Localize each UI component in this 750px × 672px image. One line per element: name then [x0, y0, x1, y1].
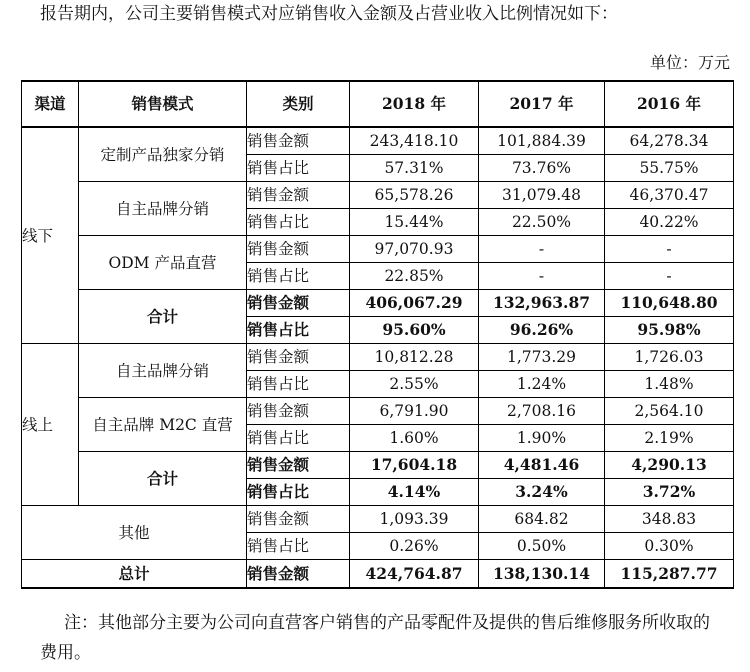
value-cell: 138,130.14	[479, 560, 605, 589]
value-cell: 96.26%	[479, 317, 605, 344]
table-row	[22, 127, 734, 155]
value-cell: 57.31%	[350, 155, 479, 182]
value-cell: 1,773.29	[479, 344, 605, 371]
other-label: 其他	[22, 506, 247, 560]
value-cell: 406,067.29	[350, 290, 479, 317]
value-cell: 6,791.90	[350, 398, 479, 425]
value-cell: 65,578.26	[350, 182, 479, 209]
value-cell: 2,708.16	[479, 398, 605, 425]
category-cell: 销售金额	[247, 290, 350, 317]
value-cell: 1,093.39	[350, 506, 479, 533]
value-cell: 2.55%	[350, 371, 479, 398]
value-cell: 4,290.13	[605, 452, 734, 479]
value-cell: 2.19%	[605, 425, 734, 452]
value-cell: 4,481.46	[479, 452, 605, 479]
subtotal-row	[22, 290, 734, 317]
value-cell: 348.83	[605, 506, 734, 533]
value-cell: 17,604.18	[350, 452, 479, 479]
category-cell: 销售占比	[247, 479, 350, 506]
category-cell: 销售占比	[247, 155, 350, 182]
value-cell: 1.60%	[350, 425, 479, 452]
value-cell: 101,884.39	[479, 127, 605, 155]
value-cell: 110,648.80	[605, 290, 734, 317]
header-category: 类别	[247, 81, 350, 127]
value-cell: 40.22%	[605, 209, 734, 236]
value-cell: 684.82	[479, 506, 605, 533]
value-cell: 1.90%	[479, 425, 605, 452]
table-row	[22, 236, 734, 263]
value-cell: 424,764.87	[350, 560, 479, 589]
category-cell: 销售占比	[247, 263, 350, 290]
header-2017: 2017 年	[479, 81, 605, 127]
subtotal-row	[22, 452, 734, 479]
value-cell: 95.60%	[350, 317, 479, 344]
category-cell: 销售金额	[247, 398, 350, 425]
value-cell: 1,726.03	[605, 344, 734, 371]
table-row	[22, 182, 734, 209]
header-mode: 销售模式	[79, 81, 247, 127]
value-cell: -	[479, 236, 605, 263]
footnote: 注：其他部分主要为公司向直营客户销售的产品零配件及提供的售后维修服务所收取的费用。	[40, 613, 710, 663]
category-cell: 销售占比	[247, 533, 350, 560]
value-cell: 1.24%	[479, 371, 605, 398]
mode-cell: 自主品牌分销	[79, 182, 247, 236]
value-cell: 3.24%	[479, 479, 605, 506]
value-cell: 0.30%	[605, 533, 734, 560]
intro-text: 报告期内，公司主要销售模式对应销售收入金额及占营业收入比例情况如下：	[40, 4, 618, 24]
value-cell: 15.44%	[350, 209, 479, 236]
table-row	[22, 344, 734, 371]
subtotal-label: 合计	[79, 290, 247, 344]
value-cell: 46,370.47	[605, 182, 734, 209]
mode-cell: 自主品牌 M2C 直营	[79, 398, 247, 452]
subtotal-label: 合计	[79, 452, 247, 506]
mode-cell: 定制产品独家分销	[79, 127, 247, 182]
category-cell: 销售金额	[247, 506, 350, 533]
category-cell: 销售金额	[247, 344, 350, 371]
value-cell: 64,278.34	[605, 127, 734, 155]
category-cell: 销售占比	[247, 371, 350, 398]
value-cell: 115,287.77	[605, 560, 734, 589]
value-cell: 1.48%	[605, 371, 734, 398]
value-cell: 132,963.87	[479, 290, 605, 317]
value-cell: 31,079.48	[479, 182, 605, 209]
category-cell: 销售金额	[247, 236, 350, 263]
table-row	[22, 506, 734, 533]
header-row	[22, 81, 734, 127]
category-cell: 销售占比	[247, 209, 350, 236]
header-2018: 2018 年	[350, 81, 479, 127]
value-cell: 95.98%	[605, 317, 734, 344]
sales-mode-table	[21, 80, 734, 589]
category-cell: 销售占比	[247, 425, 350, 452]
value-cell: 3.72%	[605, 479, 734, 506]
value-cell: 0.50%	[479, 533, 605, 560]
category-cell: 销售金额	[247, 127, 350, 155]
value-cell: 73.76%	[479, 155, 605, 182]
value-cell: 4.14%	[350, 479, 479, 506]
header-channel: 渠道	[22, 81, 79, 127]
value-cell: 243,418.10	[350, 127, 479, 155]
value-cell: -	[605, 236, 734, 263]
table-row	[22, 398, 734, 425]
value-cell: 55.75%	[605, 155, 734, 182]
value-cell: 0.26%	[350, 533, 479, 560]
category-cell: 销售金额	[247, 452, 350, 479]
header-2016: 2016 年	[605, 81, 734, 127]
category-cell: 销售金额	[247, 560, 350, 589]
channel-offline: 线下	[22, 127, 79, 344]
category-cell: 销售占比	[247, 317, 350, 344]
mode-cell: 自主品牌分销	[79, 344, 247, 398]
value-cell: 10,812.28	[350, 344, 479, 371]
unit-label: 单位：万元	[649, 53, 730, 72]
value-cell: -	[479, 263, 605, 290]
value-cell: 22.85%	[350, 263, 479, 290]
value-cell: 2,564.10	[605, 398, 734, 425]
channel-online: 线上	[22, 344, 79, 506]
total-label: 总计	[22, 560, 247, 589]
total-row	[22, 560, 734, 589]
category-cell: 销售金额	[247, 182, 350, 209]
mode-cell: ODM 产品直营	[79, 236, 247, 290]
value-cell: 22.50%	[479, 209, 605, 236]
value-cell: -	[605, 263, 734, 290]
value-cell: 97,070.93	[350, 236, 479, 263]
